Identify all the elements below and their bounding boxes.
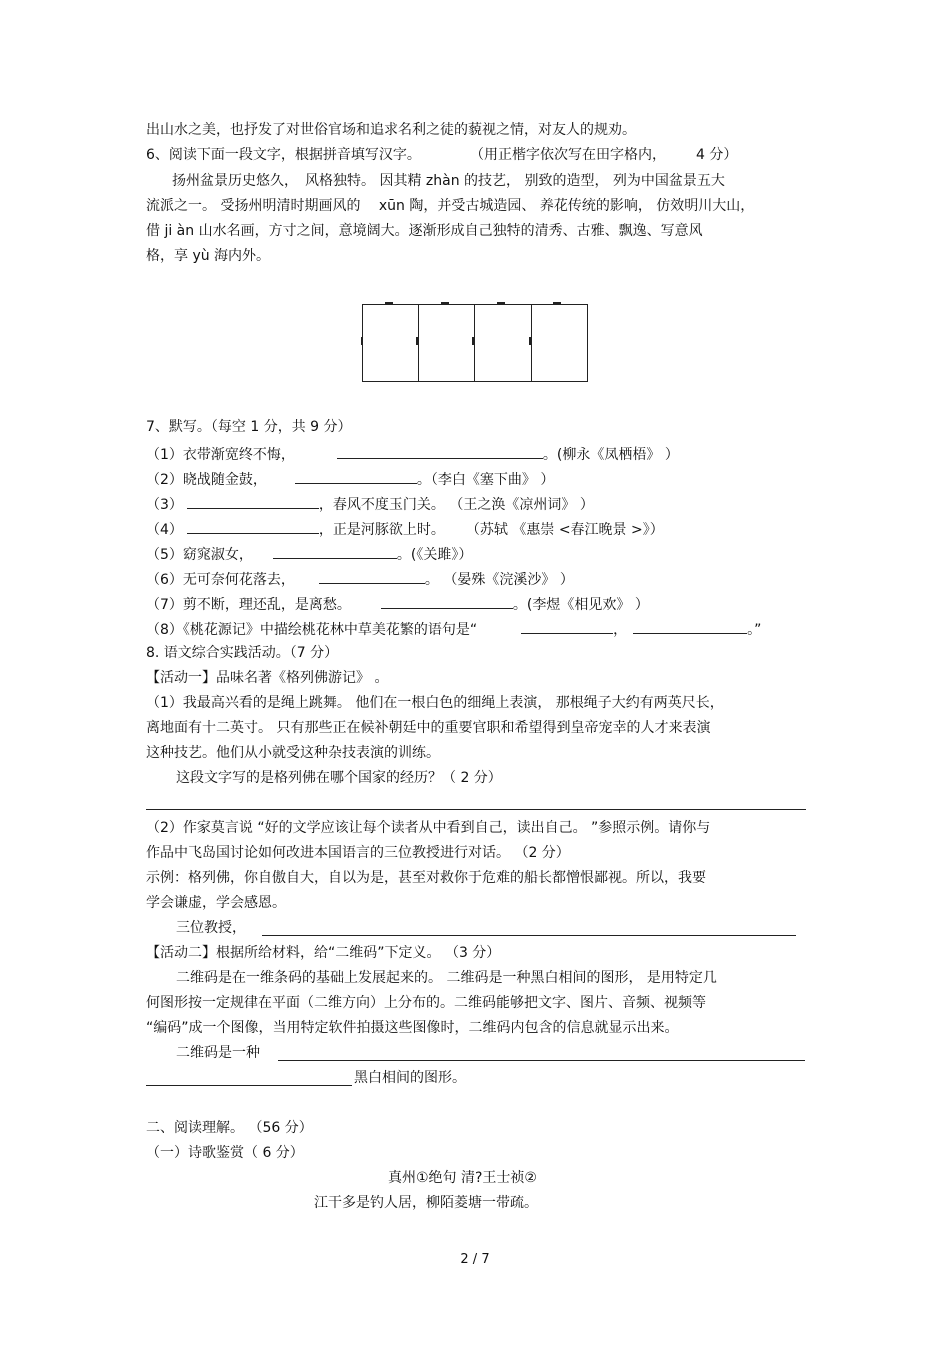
- grid-mark: [472, 337, 474, 345]
- answer-line[interactable]: [146, 809, 806, 810]
- text-line: （2）作家莫言说 “好的文学应该让每个读者从中看到自己，读出自己。 ”参照示例。请你与: [146, 820, 711, 836]
- grid-tick: [385, 302, 393, 304]
- activity-1-title: 【活动一】品味名著《格列佛游记》 。: [146, 670, 389, 686]
- recite-source: ，春风不度玉门关。 （王之涣《凉州词》 ）: [318, 497, 594, 513]
- text-line: 黑白相间的图形。: [354, 1070, 466, 1086]
- recite-item-8: [146, 619, 761, 639]
- text-line: 示例：格列佛，你自傲自大，自以为是，甚至对救你于危难的船长都憎恨鄙视。所以，我要: [146, 870, 706, 886]
- text-line: 何图形按一定规律在平面（二维方向）上分布的。二维码能够把文字、图片、音频、视频等: [146, 995, 706, 1011]
- grid-tick: [441, 302, 449, 304]
- punctuation: 。”: [747, 622, 762, 638]
- recite-text: （8）《桃花源记》中描绘桃花林中草美花繁的语句是“: [146, 622, 478, 638]
- answer-blank[interactable]: [187, 494, 319, 509]
- recite-text: （4）: [146, 522, 183, 538]
- answer-line[interactable]: [262, 935, 796, 936]
- question-6-score: 4 分）: [696, 147, 738, 163]
- recite-text: （6）无可奈何花落去，: [146, 572, 295, 588]
- recite-source: 。(李煜《相见欢》 ）: [512, 597, 649, 613]
- grid-tick: [497, 302, 505, 304]
- answer-blank[interactable]: [187, 519, 319, 534]
- question-6-instruction: （用正楷字依次写在田字格内，: [470, 147, 666, 163]
- answer-line[interactable]: [278, 1060, 805, 1061]
- question-6-title: 6、阅读下面一段文字，根据拼音填写汉字。: [146, 147, 421, 163]
- poem-title: 真州①绝句 清?王士祯②: [388, 1170, 537, 1186]
- recite-source: （苏轼 《惠崇 <春江晚景 >》）: [472, 522, 664, 538]
- grid-mark: [416, 337, 418, 345]
- recite-text: ，正是河豚欲上时。: [318, 522, 445, 538]
- text-line: 学会谦虚，学会感恩。: [146, 895, 286, 911]
- text-line: 格，享 yù 海内外。: [146, 248, 271, 264]
- recite-text: （3）: [146, 497, 183, 513]
- recite-text: （1）衣带渐宽终不悔，: [146, 447, 295, 463]
- answer-blank[interactable]: [381, 594, 513, 609]
- text-line: 二维码是在一维条码的基础上发展起来的。 二维码是一种黑白相间的图形， 是用特定几: [176, 970, 717, 986]
- grid-mark: [529, 337, 531, 345]
- answer-blank[interactable]: [273, 544, 397, 559]
- answer-blank[interactable]: [633, 619, 747, 634]
- page-number: 2 / 7: [460, 1252, 490, 1267]
- question-8-title: 8. 语文综合实践活动。（7 分）: [146, 645, 339, 661]
- answer-blank[interactable]: [521, 619, 613, 634]
- question-prompt: 这段文字写的是格列佛在哪个国家的经历？（ 2 分）: [176, 770, 502, 786]
- text-line: 出山水之美，也抒发了对世俗官场和追求名利之徒的藐视之情，对友人的规劝。: [146, 122, 636, 138]
- recite-item-7: [146, 594, 649, 614]
- text-line: （1）我最高兴看的是绳上跳舞。 他们在一根白色的细绳上表演， 那根绳子大约有两英尺长，: [146, 695, 724, 711]
- recite-text: （7）剪不断，理还乱，是离愁。: [146, 597, 351, 613]
- recite-text: （2）晓战随金鼓，: [146, 472, 267, 488]
- answer-line[interactable]: [146, 1085, 352, 1086]
- answer-blank[interactable]: [319, 569, 425, 584]
- text-line: “编码”成一个图像，当用特定软件拍摄这些图像时，二维码内包含的信息就显示出来。: [146, 1020, 679, 1036]
- recite-source: 。(柳永《凤栖梧》 ）: [542, 447, 679, 463]
- recite-item-2: [146, 469, 554, 489]
- grid-tick: [553, 302, 561, 304]
- activity-2-title: 【活动二】根据所给材料，给“二维码”下定义。 （3 分）: [146, 945, 501, 961]
- text-line: 离地面有十二英寸。 只有那些正在候补朝廷中的重要官职和希望得到皇帝宠幸的人才来表演: [146, 720, 711, 736]
- recite-item-4: [146, 519, 664, 539]
- answer-blank[interactable]: [337, 444, 543, 459]
- grid-divider: [474, 305, 475, 381]
- text-line: 借 ji àn 山水名画，方寸之间，意境阔大。逐渐形成自己独特的清秀、古雅、飘逸、写意风: [146, 223, 703, 239]
- answer-blank[interactable]: [295, 469, 417, 484]
- poetry-section-title: （一）诗歌鉴赏（ 6 分）: [146, 1145, 304, 1161]
- recite-item-5: [146, 544, 472, 564]
- recite-source: 。（李白《塞下曲》 ）: [416, 472, 555, 488]
- recite-text: （5）窈窕淑女，: [146, 547, 253, 563]
- grid-mark: [361, 337, 363, 345]
- grid-divider: [418, 305, 419, 381]
- recite-item-3: [146, 494, 594, 514]
- recite-item-1: [146, 444, 679, 464]
- poem-line: 江干多是钓人居，柳陌菱塘一带疏。: [314, 1195, 538, 1211]
- recite-item-6: [146, 569, 574, 589]
- grid-divider: [531, 305, 532, 381]
- text-line: 扬州盆景历史悠久， 风格独特。 因其精 zhàn 的技艺， 别致的造型， 列为中国盆景五大: [172, 173, 725, 189]
- answer-label: 三位教授，: [176, 920, 246, 936]
- text-line: 作品中飞岛国讨论如何改进本国语言的三位教授进行对话。 （2 分）: [146, 845, 570, 861]
- recite-source: 。 （晏殊《浣溪沙》 ）: [424, 572, 574, 588]
- recite-source: 。(《关雎》）: [396, 547, 473, 563]
- question-7-title: 7、默写。（每空 1 分，共 9 分）: [146, 419, 352, 435]
- punctuation: ，: [613, 622, 628, 638]
- tianzige-grid[interactable]: [362, 304, 588, 382]
- text-line: 这种技艺。他们从小就受这种杂技表演的训练。: [146, 745, 440, 761]
- answer-label: 二维码是一种: [176, 1045, 260, 1061]
- text-line: 流派之一。 受扬州明清时期画风的 xūn 陶，并受古城造园、 养花传统的影响， 仿效明川大山，: [146, 198, 755, 214]
- section-2-title: 二、阅读理解。 （56 分）: [146, 1120, 313, 1136]
